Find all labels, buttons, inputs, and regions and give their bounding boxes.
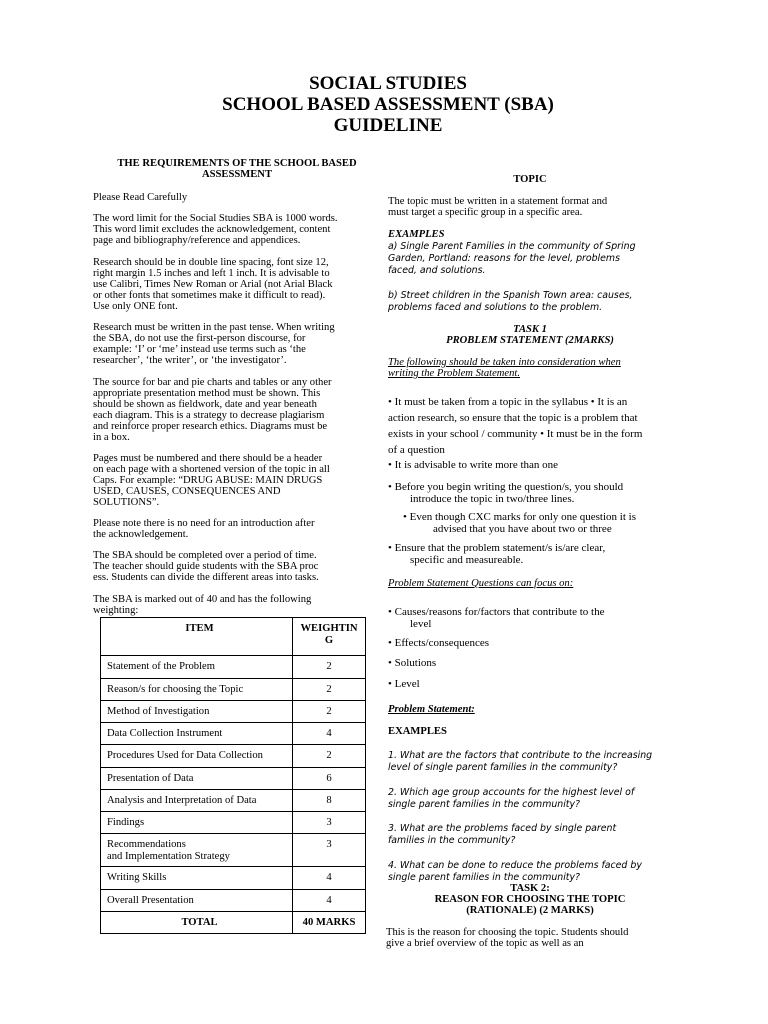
task1-subheading: PROBLEM STATEMENT (2MARKS) xyxy=(446,335,614,346)
text-line: This word limit excludes the acknowledgement, content xyxy=(93,224,331,235)
bullet-line: • It must be taken from a topic in the syllabus • It is an xyxy=(388,396,628,408)
bullet-line: exists in your school / community • It must be in the form xyxy=(388,428,643,440)
bullet-line: • Causes/reasons for/factors that contribute to the xyxy=(388,606,605,618)
table-row xyxy=(101,812,366,834)
bullet-line: level xyxy=(410,618,432,630)
weighting-table xyxy=(100,617,366,934)
weight-cell: 6 xyxy=(293,768,366,790)
text-line: The SBA is marked out of 40 and has the following xyxy=(93,594,312,605)
bullet-line: • Ensure that the problem statement/s is/are clear, xyxy=(388,542,606,554)
item-cell: Data Collection Instrument xyxy=(101,723,293,745)
weight-cell: 2 xyxy=(293,745,366,768)
text-line: the acknowledgement. xyxy=(93,529,189,540)
table-row xyxy=(101,723,366,745)
item-cell: Statement of the Problem xyxy=(101,656,293,679)
text-line: The source for bar and pie charts and tables or any other xyxy=(93,377,332,388)
item-cell-line-2: and Implementation Strategy xyxy=(107,851,230,862)
text-line: Please note there is no need for an introduction after xyxy=(93,518,315,529)
text-line: each diagram. This is a strategy to decrease plagiarism xyxy=(93,410,325,421)
text-line: or other fonts that sometimes make it difficult to read). xyxy=(93,290,326,301)
text-line: families in the community? xyxy=(388,835,516,846)
text-line: should be shown as fieldwork, date and year beneath xyxy=(93,399,317,410)
table-total-row xyxy=(101,912,366,934)
text-line: page and bibliography/reference and appendices. xyxy=(93,235,301,246)
task2-heading: TASK 2: xyxy=(510,883,550,894)
text-line: use Calibri, Times New Roman or Arial (not Arial Black xyxy=(93,279,333,290)
item-cell: Findings xyxy=(101,812,293,834)
bullet-line: specific and measureable. xyxy=(410,554,524,566)
header-weighting-line-2: G xyxy=(324,635,334,646)
text-line: researcher’, ‘the writer’, or ‘the investigator’. xyxy=(93,355,287,366)
weight-cell: 3 xyxy=(293,834,366,867)
task2-subheading-1: REASON FOR CHOOSING THE TOPIC xyxy=(434,894,626,905)
text-line: Garden, Portland: reasons for the level, problems xyxy=(388,253,620,264)
text-line: Research must be written in the past tense. When writing xyxy=(93,322,335,333)
requirements-heading-2: ASSESSMENT xyxy=(201,169,273,180)
item-cell xyxy=(101,834,293,867)
header-weighting-line-1: WEIGHTIN xyxy=(300,623,358,634)
task2-subheading-2: (RATIONALE) (2 MARKS) xyxy=(466,905,594,916)
text-line: in a box. xyxy=(93,432,130,443)
text-line: Pages must be numbered and there should be a header xyxy=(93,453,323,464)
item-cell: Analysis and Interpretation of Data xyxy=(101,790,293,812)
read-carefully: Please Read Carefully xyxy=(93,192,188,203)
total-value: 40 MARKS xyxy=(293,912,366,934)
item-cell: Reason/s for choosing the Topic xyxy=(101,679,293,701)
weight-cell: 3 xyxy=(293,812,366,834)
bullet-line: • Before you begin writing the question/s, you should xyxy=(388,481,624,493)
text-line: 4. What can be done to reduce the problems faced by xyxy=(388,860,642,871)
text-line: faced, and solutions. xyxy=(388,265,486,276)
weight-cell: 2 xyxy=(293,656,366,679)
text-line: a) Single Parent Families in the community of Spring xyxy=(388,241,636,252)
weight-cell: 4 xyxy=(293,867,366,890)
bullet-line: • Even though CXC marks for only one question it is xyxy=(403,511,636,523)
table-row xyxy=(101,834,366,867)
text-line: Use only ONE font. xyxy=(93,301,178,312)
item-cell: Procedures Used for Data Collection xyxy=(101,745,293,768)
weight-cell: 8 xyxy=(293,790,366,812)
text-line: The word limit for the Social Studies SBA is 1000 words. xyxy=(93,213,338,224)
text-line: This is the reason for choosing the topic. Students should xyxy=(386,927,629,938)
bullet-advisable: • It is advisable to write more than one xyxy=(388,459,559,471)
table-row xyxy=(101,745,366,768)
text-line: problems faced and solutions to the problem. xyxy=(388,302,603,313)
weight-cell: 2 xyxy=(293,679,366,701)
text-line: single parent families in the community? xyxy=(388,872,581,883)
weight-cell: 2 xyxy=(293,701,366,723)
task1-heading: TASK 1 xyxy=(513,324,547,335)
table-row xyxy=(101,701,366,723)
weight-cell: 4 xyxy=(293,723,366,745)
text-line: level of single parent families in the community? xyxy=(388,762,618,773)
text-line: 1. What are the factors that contribute to the increasing xyxy=(388,750,653,761)
text-line: The SBA should be completed over a period of time. xyxy=(93,550,317,561)
text-line: Caps. For example: “DRUG ABUSE: MAIN DRUGS xyxy=(93,475,323,486)
text-line: give a brief overview of the topic as well as an xyxy=(386,938,584,949)
problem-statement-label: Problem Statement: xyxy=(388,704,475,715)
total-label: TOTAL xyxy=(101,912,293,934)
item-cell: Presentation of Data xyxy=(101,768,293,790)
doc-title-line-3: GUIDELINE xyxy=(333,115,443,136)
bullet-line: • Solutions xyxy=(388,657,437,669)
text-line: on each page with a shortened version of the topic in all xyxy=(93,464,330,475)
text-line: ess. Students can divide the different areas into tasks. xyxy=(93,572,319,583)
header-weighting xyxy=(293,618,366,656)
text-line: Research should be in double line spacing, font size 12, xyxy=(93,257,329,268)
table-row xyxy=(101,768,366,790)
text-line: USED, CAUSES, CONSEQUENCES AND xyxy=(93,486,281,497)
requirements-heading-1: THE REQUIREMENTS OF THE SCHOOL BASED xyxy=(117,158,357,169)
table-row xyxy=(101,890,366,912)
table-row xyxy=(101,656,366,679)
text-line: SOLUTIONS”. xyxy=(93,497,160,508)
item-cell: Overall Presentation xyxy=(101,890,293,912)
text-line: the SBA, do not use the first-person discourse, for xyxy=(93,333,306,344)
bullet-line: introduce the topic in two/three lines. xyxy=(410,493,575,505)
text-line: 2. Which age group accounts for the highest level of xyxy=(388,787,635,798)
table-row xyxy=(101,790,366,812)
item-cell: Writing Skills xyxy=(101,867,293,890)
text-line: and reinforce proper research ethics. Diagrams must be xyxy=(93,421,328,432)
examples-heading-2: EXAMPLES xyxy=(388,726,447,737)
text-line: The teacher should guide students with the SBA proc xyxy=(93,561,319,572)
header-item: ITEM xyxy=(101,618,293,656)
table-row xyxy=(101,867,366,890)
text-line: single parent families in the community? xyxy=(388,799,581,810)
text-line: appropriate presentation method must be shown. This xyxy=(93,388,321,399)
text-line: weighting: xyxy=(93,605,139,616)
bullet-line: of a question xyxy=(388,444,445,456)
doc-title-line-1: SOCIAL STUDIES xyxy=(309,73,467,94)
bullet-line: action research, so ensure that the topic is a problem that xyxy=(388,412,638,424)
text-line: right margin 1.5 inches and left 1 inch. It is advisable to xyxy=(93,268,330,279)
bullet-line: • Level xyxy=(388,678,420,690)
bullet-line: advised that you have about two or three xyxy=(433,523,612,535)
topic-heading: TOPIC xyxy=(513,174,547,185)
item-cell: Method of Investigation xyxy=(101,701,293,723)
table-header-row xyxy=(101,618,366,656)
text-line: writing the Problem Statement. xyxy=(388,368,521,379)
weight-cell: 4 xyxy=(293,890,366,912)
text-line: The following should be taken into consideration when xyxy=(388,357,621,368)
text-line: example: ‘I’ or ‘me’ instead use terms such as ‘the xyxy=(93,344,306,355)
text-line: 3. What are the problems faced by single parent xyxy=(388,823,617,834)
doc-title-line-2: SCHOOL BASED ASSESSMENT (SBA) xyxy=(222,94,554,115)
text-line: must target a specific group in a specific area. xyxy=(388,207,583,218)
text-line: b) Street children in the Spanish Town area: causes, xyxy=(388,290,633,301)
examples-heading: EXAMPLES xyxy=(388,229,445,240)
focus-heading: Problem Statement Questions can focus on: xyxy=(388,578,574,589)
bullet-line: • Effects/consequences xyxy=(388,637,490,649)
item-cell-line-1: Recommendations xyxy=(107,839,186,850)
text-line: The topic must be written in a statement format and xyxy=(388,196,608,207)
table-row xyxy=(101,679,366,701)
